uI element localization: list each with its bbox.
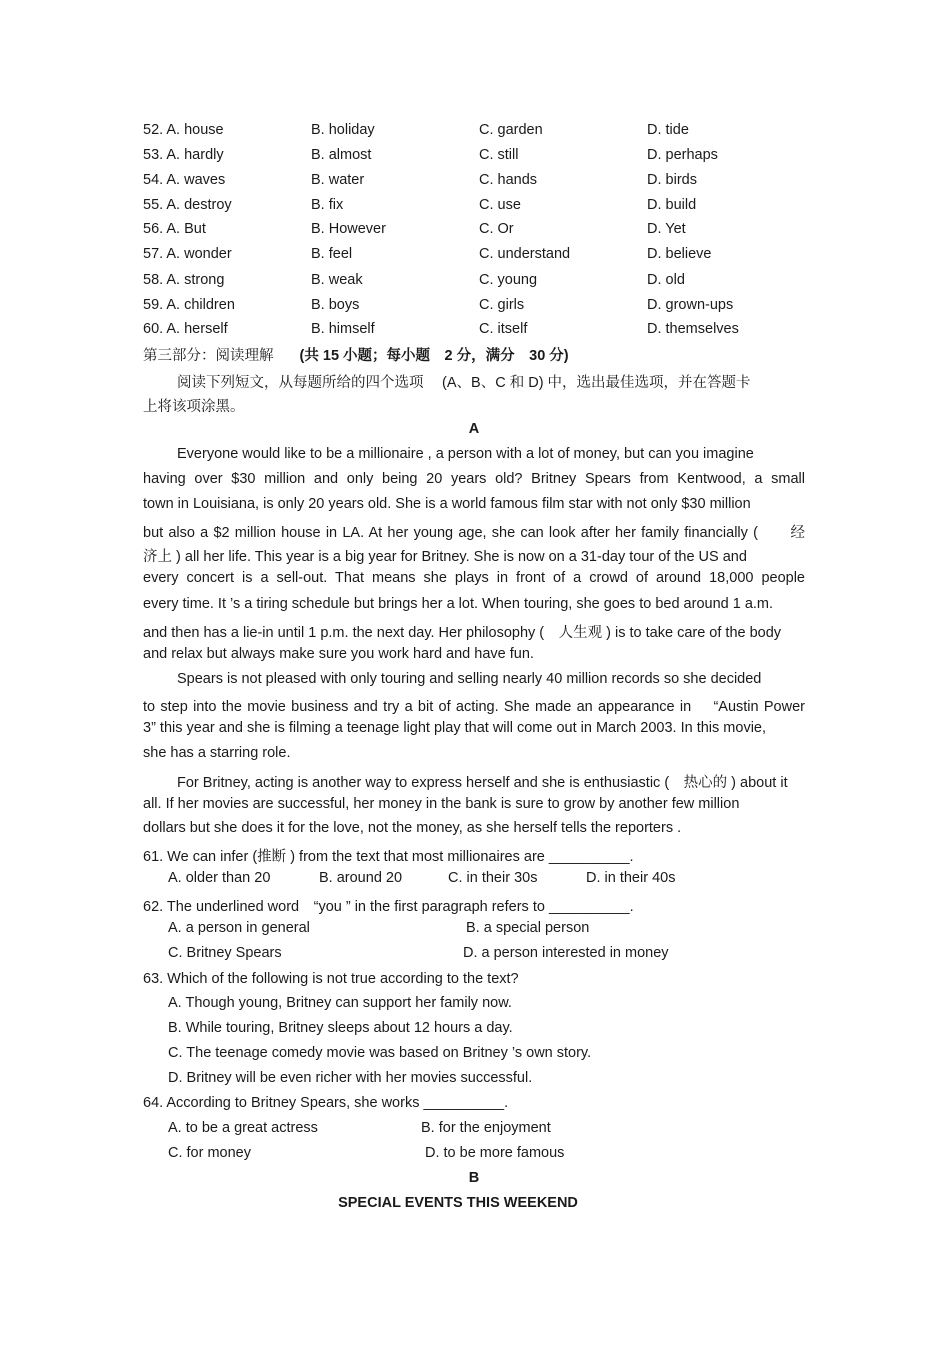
option-c: C. still xyxy=(479,147,519,163)
q62-option-d: D. a person interested in money xyxy=(463,945,669,961)
option-b: B. weak xyxy=(311,272,363,288)
passage-b-label: B xyxy=(468,1170,480,1186)
q62-option-b: B. a special person xyxy=(466,920,590,936)
option-a: 60. A. herself xyxy=(143,321,228,337)
option-c: C. use xyxy=(479,197,521,213)
option-a: 59. A. children xyxy=(143,297,235,313)
passage-line: 济上 ) all her life. This year is a big year for Britney. She is now on a 31-day tour of the US and xyxy=(143,549,747,565)
option-row xyxy=(143,197,823,222)
q63-option-d: D. Britney will be even richer with her movies successful. xyxy=(168,1070,533,1086)
option-c: C. garden xyxy=(479,122,543,138)
question-62: 62. The underlined word “you ” in the first paragraph refers to __________. xyxy=(143,899,634,915)
q63-option-c: C. The teenage comedy movie was based on Britney ’s own story. xyxy=(168,1045,592,1061)
passage-line: and then has a lie-in until 1 p.m. the next day. Her philosophy ( 人生观 ) is to take care of the body xyxy=(143,625,782,641)
q61-option-b: B. around 20 xyxy=(319,870,403,886)
option-b: B. water xyxy=(311,172,365,188)
option-row xyxy=(143,221,823,246)
option-d: D. themselves xyxy=(647,321,739,337)
passage-line: dollars but she does it for the love, not the money, as she herself tells the reporters . xyxy=(143,820,682,836)
option-row xyxy=(143,122,823,147)
option-d: D. grown-ups xyxy=(647,297,734,313)
part3-heading: 第三部分：阅读理解 xyxy=(143,348,274,364)
option-a: 56. A. But xyxy=(143,221,206,237)
part3-instruction-cont: 上将该项涂黑。 xyxy=(143,399,245,415)
option-a: 52. A. house xyxy=(143,122,224,138)
option-d: D. perhaps xyxy=(647,147,718,163)
option-d: D. tide xyxy=(647,122,689,138)
option-row xyxy=(143,272,823,297)
option-b: B. boys xyxy=(311,297,360,313)
q62-option-c: C. Britney Spears xyxy=(168,945,282,961)
q62-option-a: A. a person in general xyxy=(168,920,310,936)
option-a: 57. A. wonder xyxy=(143,246,232,262)
option-d: D. believe xyxy=(647,246,712,262)
q61-option-a: A. older than 20 xyxy=(168,870,271,886)
q64-option-a: A. to be a great actress xyxy=(168,1120,318,1136)
option-c: C. understand xyxy=(479,246,571,262)
passage-line: having over $30 million and only being 20 years old? Britney Spears from Kentwood, a small xyxy=(143,471,805,487)
option-c: C. itself xyxy=(479,321,528,337)
question-64: 64. According to Britney Spears, she works __________. xyxy=(143,1095,509,1111)
option-a: 58. A. strong xyxy=(143,272,225,288)
option-row xyxy=(143,147,823,172)
part3-heading-line xyxy=(143,344,569,365)
passage-line: to step into the movie business and try a bit of acting. She made an appearance in “Austin Power xyxy=(143,699,805,715)
part3-score-info: (共 15 小题；每小题 2 分，满分 30 分) xyxy=(299,348,569,364)
passage-line: Everyone would like to be a millionaire , a person with a lot of money, but can you imagine xyxy=(177,446,754,462)
q61-option-c: C. in their 30s xyxy=(448,870,538,886)
passage-line: and relax but always make sure you work hard and have fun. xyxy=(143,646,534,662)
passage-line: every concert is a sell-out. That means she plays in front of a crowd of around 18,000 people xyxy=(143,570,805,586)
question-61: 61. We can infer (推断 ) from the text that most millionaires are __________. xyxy=(143,849,634,865)
passage-line: For Britney, acting is another way to express herself and she is enthusiastic ( 热心的 ) about it xyxy=(177,775,788,791)
option-c: C. Or xyxy=(479,221,514,237)
option-d: D. old xyxy=(647,272,685,288)
passage-line: but also a $2 million house in LA. At her young age, she can look after her family financially ( 经 xyxy=(143,525,805,541)
q61-option-d: D. in their 40s xyxy=(586,870,676,886)
option-c: C. girls xyxy=(479,297,525,313)
option-a: 53. A. hardly xyxy=(143,147,224,163)
option-row xyxy=(143,246,823,271)
option-b: B. However xyxy=(311,221,386,237)
q64-option-c: C. for money xyxy=(168,1145,251,1161)
option-row xyxy=(143,172,823,197)
passage-b-title: SPECIAL EVENTS THIS WEEKEND xyxy=(338,1195,578,1211)
option-b: B. holiday xyxy=(311,122,375,138)
option-a: 54. A. waves xyxy=(143,172,226,188)
option-row xyxy=(143,297,823,322)
q64-option-b: B. for the enjoyment xyxy=(421,1120,551,1136)
option-d: D. birds xyxy=(647,172,697,188)
passage-line: 3” this year and she is filming a teenage light play that will come out in March 2003. In this movie, xyxy=(143,720,767,736)
passage-line: every time. It ’s a tiring schedule but brings her a lot. When touring, she goes to bed around 1 a.m. xyxy=(143,596,774,612)
passage-line: she has a starring role. xyxy=(143,745,291,761)
option-a: 55. A. destroy xyxy=(143,197,232,213)
q63-option-b: B. While touring, Britney sleeps about 12 hours a day. xyxy=(168,1020,513,1036)
q64-option-d: D. to be more famous xyxy=(425,1145,565,1161)
passage-line: town in Louisiana, is only 20 years old. She is a world famous film star with not only $30 million xyxy=(143,496,751,512)
q63-option-a: A. Though young, Britney can support her family now. xyxy=(168,995,512,1011)
option-d: D. build xyxy=(647,197,697,213)
passage-a-label: A xyxy=(468,421,480,437)
option-b: B. feel xyxy=(311,246,353,262)
option-c: C. hands xyxy=(479,172,538,188)
option-d: D. Yet xyxy=(647,221,686,237)
question-63: 63. Which of the following is not true according to the text? xyxy=(143,971,519,987)
option-b: B. fix xyxy=(311,197,344,213)
option-row xyxy=(143,321,823,346)
option-c: C. young xyxy=(479,272,538,288)
passage-line: all. If her movies are successful, her money in the bank is sure to grow by another few million xyxy=(143,796,740,812)
option-b: B. almost xyxy=(311,147,372,163)
passage-line: Spears is not pleased with only touring and selling nearly 40 million records so she decided xyxy=(177,671,762,687)
option-b: B. himself xyxy=(311,321,375,337)
part3-instruction: 阅读下列短文，从每题所给的四个选项 (A、B、C 和 D) 中，选出最佳选项，并在答题卡 xyxy=(177,375,751,391)
